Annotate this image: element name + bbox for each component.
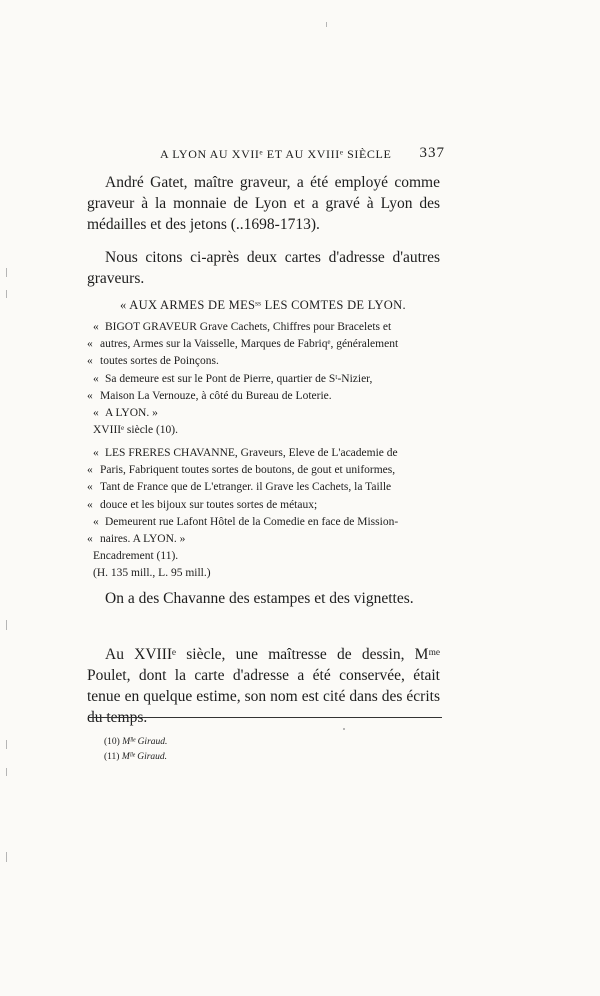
card2-line: « Paris, Fabriquent toutes sortes de boutons, de gout et uniformes, bbox=[87, 464, 396, 477]
card1-title: « AUX ARMES DE MESˢˢ LES COMTES DE LYON. bbox=[120, 298, 406, 312]
paragraph-poulet-text: Au XVIIIᵉ siècle, une maîtresse de dessin, Mᵐᵉ Poulet, dont la carte d'adresse a été conservée, était tenue en quelque estime, son nom est cité dans des écrits du temps. bbox=[87, 646, 440, 726]
scan-speck bbox=[6, 768, 7, 776]
card2-line: « naires. A LYON. » bbox=[87, 533, 186, 546]
card2-line: « douce et les bijoux sur toutes sortes de métaux; bbox=[87, 498, 318, 511]
paragraph-chavanne bbox=[105, 588, 445, 609]
scan-speck bbox=[6, 852, 7, 862]
paragraph-gatet-text: André Gatet, maître graveur, a été employé comme graveur à la monnaie de Lyon et a gravé à Lyon des médailles et des jetons (..1698-1713). bbox=[87, 174, 440, 233]
scan-speck bbox=[6, 268, 7, 277]
card1-line: « BIGOT GRAVEUR Grave Cachets, Chiffres pour Bracelets et bbox=[93, 321, 392, 333]
card2-frame: Encadrement (11). bbox=[93, 550, 179, 563]
card2-line: « LES FRERES CHAVANNE, Graveurs, Eleve de L'academie de bbox=[93, 447, 398, 459]
scan-speck bbox=[326, 22, 327, 27]
scan-speck bbox=[6, 290, 7, 298]
footnote-rule bbox=[88, 717, 442, 718]
card1-line: « A LYON. » bbox=[93, 407, 158, 420]
card2-line: « Tant de France que de L'etranger. il Grave les Cachets, la Taille bbox=[87, 481, 392, 494]
card1-line: « Sa demeure est sur le Pont de Pierre, quartier de Sᵗ-Nizier, bbox=[93, 372, 373, 385]
paragraph-cartes bbox=[87, 247, 440, 289]
card1-line: « autres, Armes sur la Vaisselle, Marques de Fabriqᵉ, généralement bbox=[87, 338, 399, 351]
scan-speck bbox=[6, 620, 7, 630]
paragraph-gatet bbox=[87, 172, 440, 235]
footnote-11: (11) Mˡˡᵉ Giraud. bbox=[104, 752, 168, 762]
card1-line: « toutes sortes de Poinçons. bbox=[87, 355, 219, 368]
card1-block bbox=[87, 319, 442, 439]
card2-line: « Demeurent rue Lafont Hôtel de la Comedie en face de Mission- bbox=[93, 515, 399, 528]
running-title: A LYON AU XVIIᵉ ET AU XVIIIᵉ SIÈCLE bbox=[160, 147, 392, 161]
scan-speck bbox=[343, 728, 345, 730]
paragraph-chavanne-text: On a des Chavanne des estampes et des vignettes. bbox=[105, 590, 414, 607]
card2-dimensions: (H. 135 mill., L. 95 mill.) bbox=[93, 567, 211, 580]
paragraph-cartes-text: Nous citons ci-après deux cartes d'adresse d'autres graveurs. bbox=[87, 249, 440, 287]
card1-date: XVIIIᵉ siècle (10). bbox=[93, 424, 179, 437]
card2-block bbox=[87, 445, 442, 583]
page-number: 337 bbox=[419, 145, 445, 161]
card1-line: « Maison La Vernouze, à côté du Bureau de Loterie. bbox=[87, 389, 332, 402]
scan-speck bbox=[6, 740, 7, 749]
footnotes bbox=[104, 735, 167, 765]
paragraph-poulet bbox=[87, 644, 440, 728]
footnote-10: (10) Mˡˡᵉ Giraud. bbox=[104, 737, 168, 747]
